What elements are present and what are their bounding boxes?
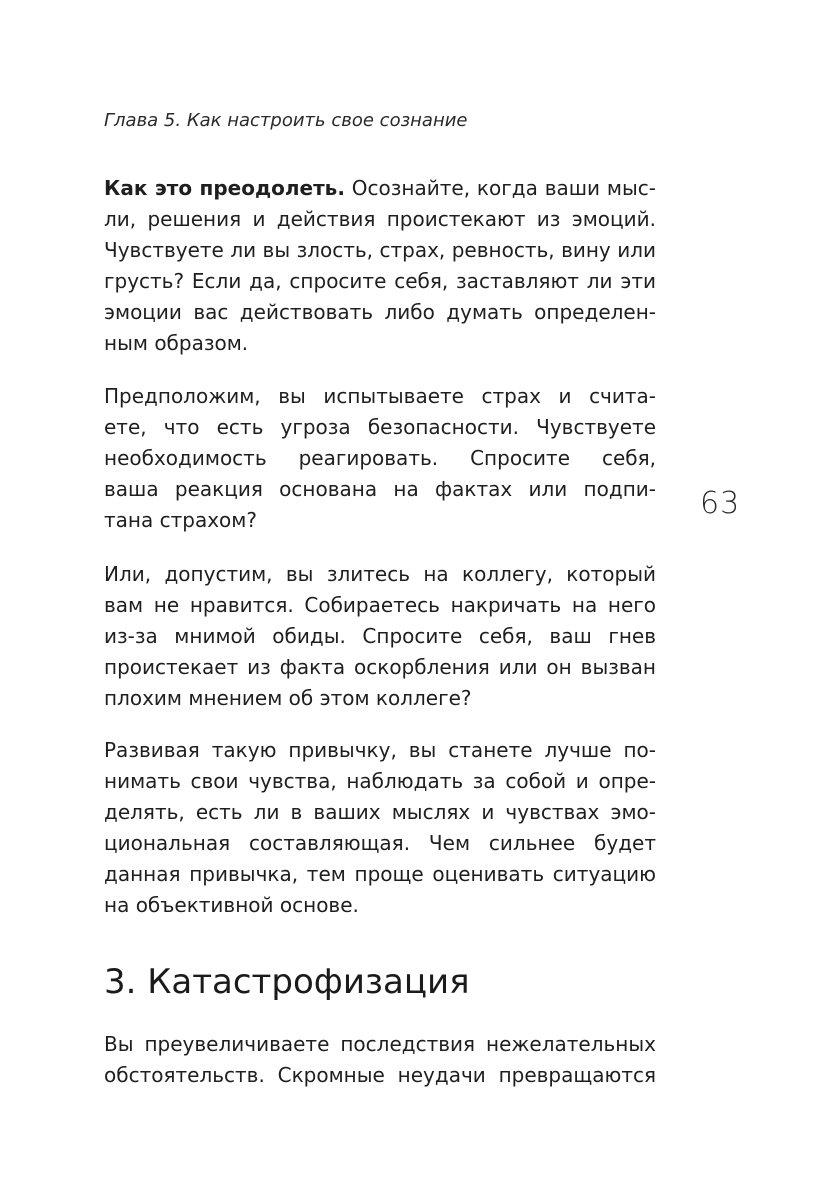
text-line: необходимость реагировать. Спросите себя, — [104, 446, 656, 470]
text-line: циональная составляющая. Чем сильнее будет — [104, 831, 656, 855]
text-line: эмоции вас действовать либо думать определен- — [104, 300, 656, 324]
paragraph-catastrophizing — [104, 1029, 656, 1091]
paragraph-habit — [104, 735, 656, 921]
running-head: Глава 5. Как настроить свое сознание — [104, 110, 468, 131]
text-line — [104, 173, 656, 204]
page-number: 63 — [700, 486, 741, 521]
text-line: грусть? Если да, спросите себя, заставляют ли эти — [104, 269, 656, 293]
bold-lead-in: Как это преодолеть. — [104, 176, 345, 200]
section-heading: 3. Катастрофизация — [104, 962, 470, 1002]
text-line: вам не нравится. Собираетесь накричать на него — [104, 593, 656, 617]
paragraph-overcome — [104, 173, 656, 359]
text-line: ете, что есть угроза безопасности. Чувствуете — [104, 415, 656, 439]
text-line: Вы преувеличиваете последствия нежелательных — [104, 1032, 656, 1056]
paragraph-colleague-example — [104, 559, 656, 714]
text-line: Развивая такую привычку, вы станете лучше по- — [104, 738, 656, 762]
text-line: нимать свои чувства, наблюдать за собой и опре- — [104, 769, 656, 793]
text-line: данная привычка, тем проще оценивать ситуацию — [104, 862, 656, 886]
text-line: ваша реакция основана на фактах или подпи- — [104, 477, 656, 501]
text-line: Чувствуете ли вы злость, страх, ревность, вину или — [104, 238, 656, 262]
text-line: проистекает из факта оскорбления или он вызван — [104, 655, 656, 679]
text-line: делять, есть ли в ваших мыслях и чувствах эмо- — [104, 800, 656, 824]
text-line: тана страхом? — [104, 508, 257, 532]
text-line: ли, решения и действия проистекают из эмоций. — [104, 207, 656, 231]
text-line-rest: Осознайте, когда ваши мыс- — [344, 176, 656, 200]
text-line: плохим мнением об этом коллеге? — [104, 686, 472, 710]
text-line: Или, допустим, вы злитесь на коллегу, который — [104, 562, 656, 586]
text-line: ным образом. — [104, 331, 249, 355]
text-line: на объективной основе. — [104, 893, 359, 917]
text-line: из-за мнимой обиды. Спросите себя, ваш гнев — [104, 624, 656, 648]
paragraph-fear-example — [104, 381, 656, 536]
text-line: обстоятельств. Скромные неудачи превращаются — [104, 1063, 656, 1087]
text-line: Предположим, вы испытываете страх и счита- — [104, 384, 656, 408]
